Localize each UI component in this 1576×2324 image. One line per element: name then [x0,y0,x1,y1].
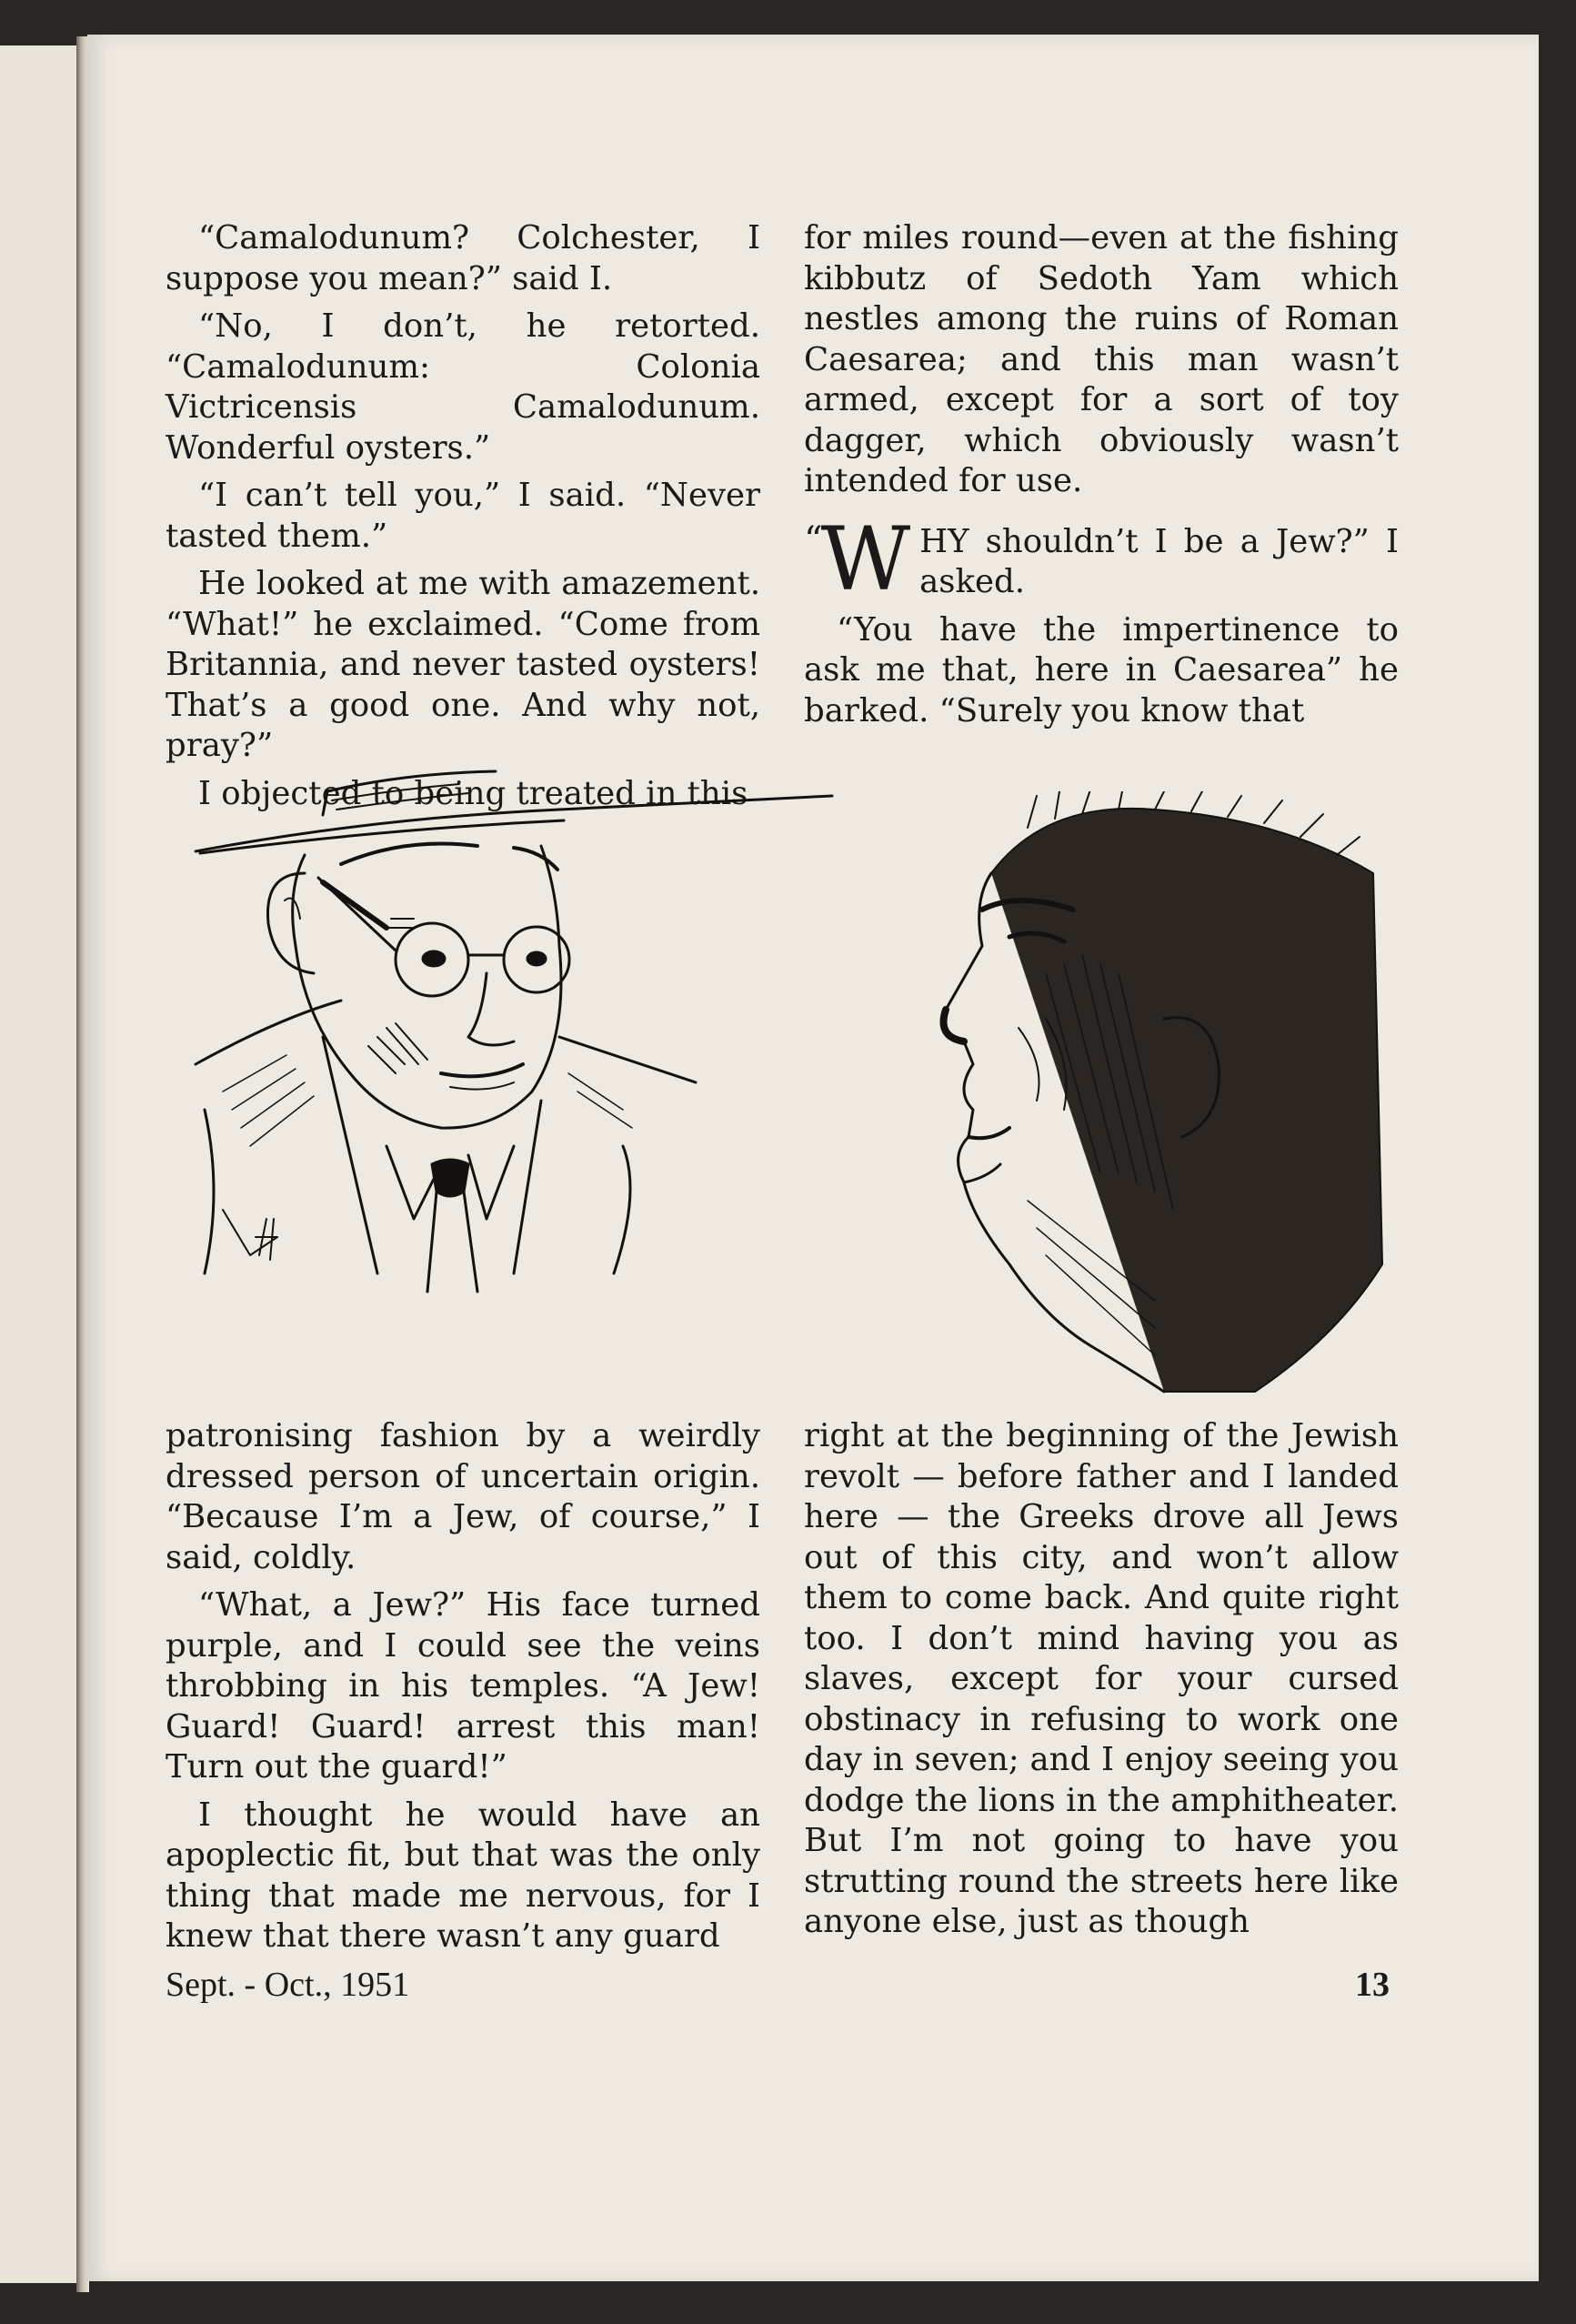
paragraph: for miles round—even at the fishing kibbutz of Sedoth Yam which nestles among the ruins of Roman Caesarea; and this man wasn’t armed, except for a sort of toy dagger, which obviously wasn’t intended for use. [804,219,1399,499]
paragraph: I objected to being treated in this [198,774,748,812]
drop-cap-letter: W [820,508,911,610]
footer-date: Sept. - Oct., 1951 [166,1966,410,2004]
column-top-right [804,218,1399,739]
paragraph: “No, I don’t, he retorted. “Camalodunum: Colonia Victricensis Camalodunum. Wonderful oysters.” [166,307,760,467]
paragraph: “Camalodunum? Colchester, I suppose you mean?” said I. [166,219,760,297]
paragraph: He looked at me with amazement. “What!” he exclaimed. “Come from Britannia, and never tasted oysters! That’s a good one. And why not, pray?” [166,565,760,764]
previous-page-edge [0,45,78,2283]
profile-of-old-man-drawing [864,791,1400,1410]
dropcap-paragraph [804,508,1399,610]
paragraph: patronising fashion by a weirdly dressed person of uncertain origin. “Because I’m a Jew, of course,” I said, coldly. [166,1417,760,1576]
paragraph-text: HY shouldn’t I be a Jew?” I asked. [919,522,1399,600]
page-number: 13 [1355,1966,1390,2004]
opening-quote: “ [804,518,823,561]
column-top-left [166,218,760,821]
column-bottom-right [804,1416,1399,1950]
paragraph: “What, a Jew?” His face turned purple, and I could see the veins throbbing in his temples. “A Jew! Guard! Guard! arrest this man! Turn out the guard!” [166,1586,760,1786]
paragraph: right at the beginning of the Jewish revolt — before father and I landed here — the Greeks drove all Jews out of this city, and won’t allow them to come back. And quite right too. I don’t mind having you as slaves, except for your cursed obstinacy in refusing to work one day in seven; and I enjoy seeing you dodge the lions in the amphitheater. But I’m not going to have you strutting round the streets here like anyone else, just as though [804,1417,1399,1940]
paragraph: I thought he would have an apoplectic fit, but that was the only thing that made me nervous, for I knew that there wasn’t any guard [166,1796,760,1955]
paragraph: “You have the impertinence to ask me that, here in Caesarea” he barked. “Surely you know that [804,610,1399,729]
column-bottom-left [166,1416,760,1965]
paragraph: “I can’t tell you,” I said. “Never tasted them.” [166,477,760,555]
man-with-hat-and-glasses-drawing [168,764,841,1419]
